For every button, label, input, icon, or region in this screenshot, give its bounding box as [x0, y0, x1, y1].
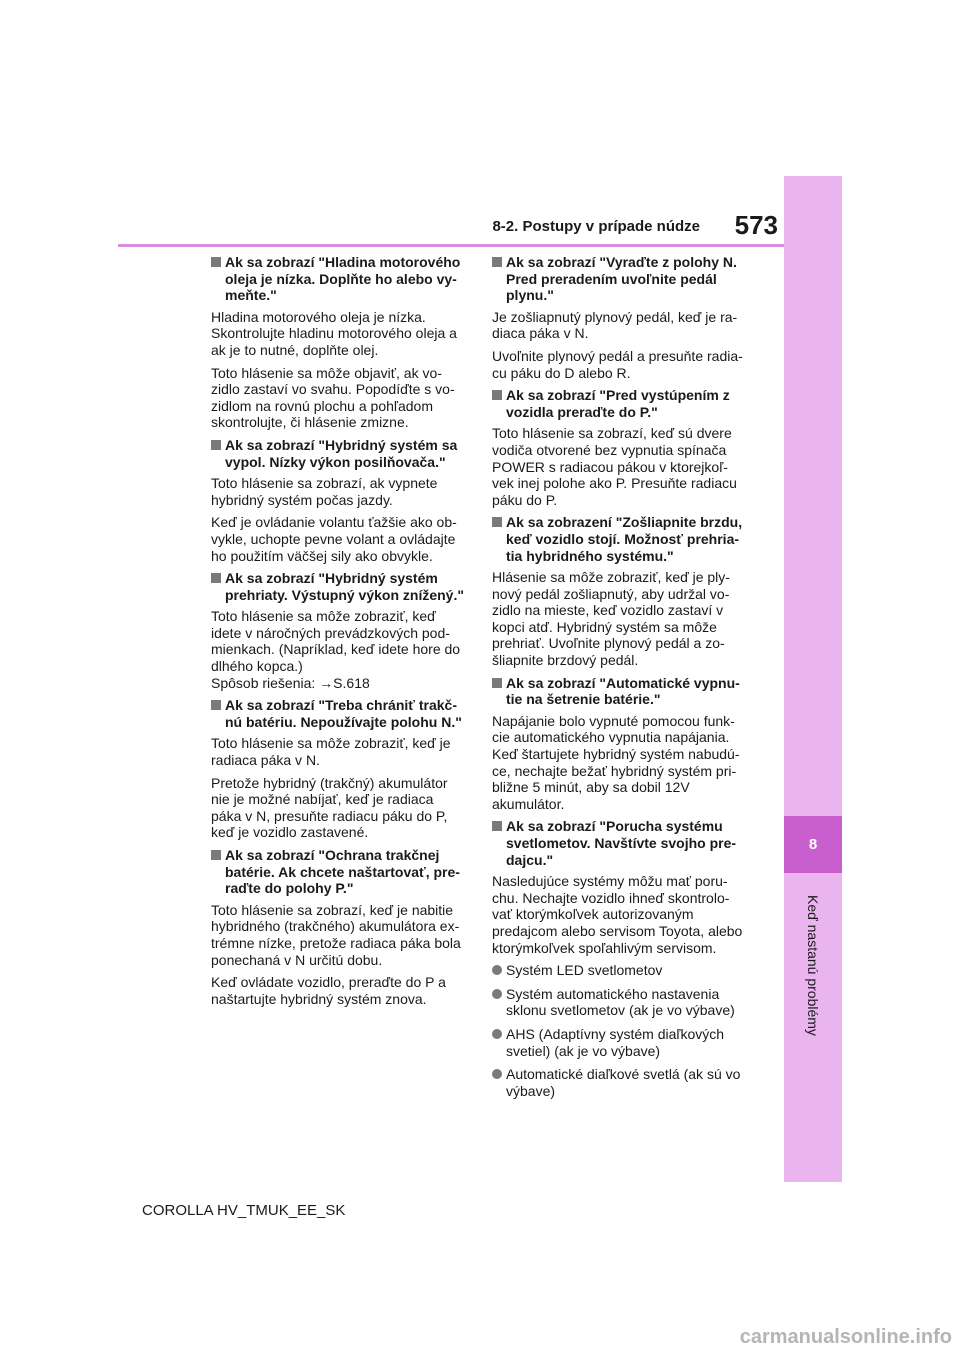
- square-bullet-icon: [211, 570, 225, 603]
- message-paragraph: Toto hlásenie sa zobrazí, ak vypnete hybridný systém počas jazdy.: [211, 475, 438, 508]
- square-bullet-icon: [211, 847, 225, 897]
- list-item-text: Systém automatického nastavenia sklonu svetlometov (ak je vo výbave): [506, 985, 735, 1019]
- message-heading-text: Ak sa zobrazení "Zošliapnite brzdu, keď vozidlo stojí. Možnosť prehria-tia hybridného systému.": [506, 514, 743, 564]
- message-heading: [211, 254, 465, 304]
- message-heading: [492, 818, 746, 868]
- message-heading-text: Ak sa zobrazí "Ochrana trakčnej batérie. Ak chcete naštartovať, pre-raďte do polohy P.": [225, 847, 460, 897]
- message-paragraph: Toto hlásenie sa zobrazí, keď sú dvere vodiča otvorené bez vypnutia spínača POWER s radiacou pákou v ktorejkoľ-vek inej polohe ako P. Presuňte radiacu páku do P.: [492, 425, 737, 508]
- footer-model-code: COROLLA HV_TMUK_EE_SK: [142, 1202, 346, 1219]
- message-paragraph: Nasledujúce systémy môžu mať poru-chu. Nechajte vozidlo ihneď skontrolo-vať ktorýmkoľvek autorizovaným predajcom alebo servisom Toyota, alebo ktorýmkoľvek spoľahlivým servisom.: [492, 873, 743, 956]
- message-entry: [211, 847, 465, 1007]
- message-heading: [492, 514, 746, 564]
- message-entry: [492, 254, 746, 381]
- square-bullet-icon: [492, 818, 506, 868]
- round-bullet-icon: [492, 1066, 506, 1099]
- list-item: [492, 1066, 746, 1099]
- round-bullet-icon: [492, 1026, 506, 1059]
- message-heading-text: Ak sa zobrazí "Hybridný systém prehriaty. Výstupný výkon znížený.": [225, 570, 464, 603]
- square-bullet-icon: [211, 697, 225, 730]
- square-bullet-icon: [211, 254, 225, 304]
- message-heading: [492, 675, 746, 708]
- square-bullet-icon: [211, 437, 225, 470]
- square-bullet-icon: [492, 254, 506, 304]
- right-column: [492, 254, 746, 1106]
- message-entry: [211, 254, 465, 431]
- section-title: 8-2. Postupy v prípade núdze: [492, 218, 700, 235]
- message-heading-text: Ak sa zobrazí "Hladina motorového oleja je nízka. Doplňte ho alebo vy-meňte.": [225, 254, 461, 304]
- message-heading: [211, 570, 465, 603]
- message-entry: [492, 818, 746, 1099]
- message-heading-text: Ak sa zobrazí "Hybridný systém sa vypol. Nízky výkon posilňovača.": [225, 436, 458, 470]
- list-item-text: Systém LED svetlometov: [506, 962, 663, 979]
- message-heading: [211, 697, 465, 730]
- list-item: [492, 1026, 746, 1059]
- chapter-number: 8: [808, 836, 818, 853]
- message-entry: [211, 570, 465, 691]
- round-bullet-icon: [492, 986, 506, 1019]
- message-paragraph: Toto hlásenie sa môže zobraziť, keď idete v náročných prevádzkových pod-mienkach. (Napríklad, keď idete hore do dlhého kopca.) Spôsob riešenia: →S.618: [211, 608, 461, 691]
- message-paragraph: Keď je ovládanie volantu ťažšie ako ob-vykle, uchopte pevne volant a ovládajte ho použitím väčšej sily ako obvykle.: [211, 514, 457, 564]
- message-heading-text: Ak sa zobrazí "Porucha systému svetlometov. Navštívte svojho pre-dajcu.": [506, 818, 737, 868]
- square-bullet-icon: [492, 675, 506, 708]
- message-entry: [492, 675, 746, 813]
- message-heading: [492, 254, 746, 304]
- message-heading-text: Ak sa zobrazí "Vyraďte z polohy N. Pred preradením uvoľnite pedál plynu.": [506, 254, 737, 304]
- list-item: [492, 962, 746, 979]
- message-paragraph: Hladina motorového oleja je nízka. Skontrolujte hladinu motorového oleja a ak je to nutné, doplňte olej.: [211, 308, 457, 358]
- square-bullet-icon: [492, 387, 506, 420]
- chapter-title-tab: [784, 880, 842, 1050]
- message-paragraph: Uvoľnite plynový pedál a presuňte radia-cu páku do D alebo R.: [492, 347, 743, 381]
- message-paragraph: Toto hlásenie sa môže zobraziť, keď je radiaca páka v N.: [211, 735, 451, 769]
- watermark-logo: carmanualsonline.info: [739, 1326, 952, 1348]
- message-entry: [492, 514, 746, 668]
- message-heading-text: Ak sa zobrazí "Treba chrániť trakč-nú batériu. Nepoužívajte polohu N.": [225, 697, 462, 730]
- header-divider: [118, 244, 784, 247]
- message-heading: [211, 437, 465, 470]
- round-bullet-icon: [492, 962, 506, 979]
- chapter-title: Keď nastanú problémy: [805, 894, 821, 1036]
- message-paragraph: Toto hlásenie sa zobrazí, keď je nabitie hybridného (trakčného) akumulátora ex-trémne nízke, pretože radiaca páka bola ponechaná v N určitú dobu.: [211, 901, 461, 968]
- left-column: [211, 254, 465, 1013]
- list-item-text: Automatické diaľkové svetlá (ak sú vo výbave): [506, 1066, 741, 1099]
- list-item: [492, 986, 746, 1019]
- message-entry: [492, 387, 746, 508]
- message-entry: [211, 697, 465, 841]
- chapter-number-tab[interactable]: [784, 816, 842, 873]
- message-heading-text: Ak sa zobrazí "Automatické vypnu-tie na šetrenie batérie.": [506, 674, 740, 708]
- message-entry: [211, 437, 465, 564]
- page-number: 573: [734, 210, 778, 240]
- message-paragraph: Pretože hybridný (trakčný) akumulátor nie je možné nabíjať, keď je radiaca páka v N, presuňte radiacu páku do P, keď je vozidlo zastavené.: [211, 774, 448, 841]
- list-item-text: AHS (Adaptívny systém diaľkových svetiel) (ak je vo výbave): [506, 1025, 725, 1059]
- message-paragraph: Napájanie bolo vypnuté pomocou funk-cie automatického vypnutia napájania. Keď štartujete hybridný systém nabudú-ce, nechajte bežať hybridný systém pri-bližne 5 minút, aby sa dobil 12V akumulátor.: [492, 712, 740, 812]
- message-heading-text: Ak sa zobrazí "Pred vystúpením z vozidla preraďte do P.": [506, 387, 730, 420]
- message-heading: [211, 847, 465, 897]
- message-paragraph: Toto hlásenie sa môže objaviť, ak vo-zidlo zastaví vo svahu. Popodíďte s vo-zidlom na rovnú plochu a pohľadom skontrolujte, či hlásenie zmizne.: [211, 364, 455, 431]
- message-paragraph: Je zošliapnutý plynový pedál, keď je ra-diaca páka v N.: [492, 308, 738, 342]
- message-heading: [492, 387, 746, 420]
- square-bullet-icon: [492, 514, 506, 564]
- message-paragraph: Hlásenie sa môže zobraziť, keď je ply-nový pedál zošliapnutý, aby udržal vo-zidlo na mieste, keď vozidlo zastaví v kopci atď. Hybridný systém sa môže prehriať. Uvoľnite plynový pedál a zo-šliapnite brzdový pedál.: [492, 569, 730, 669]
- message-paragraph: Keď ovládate vozidlo, preraďte do P a naštartujte hybridný systém znova.: [211, 974, 446, 1007]
